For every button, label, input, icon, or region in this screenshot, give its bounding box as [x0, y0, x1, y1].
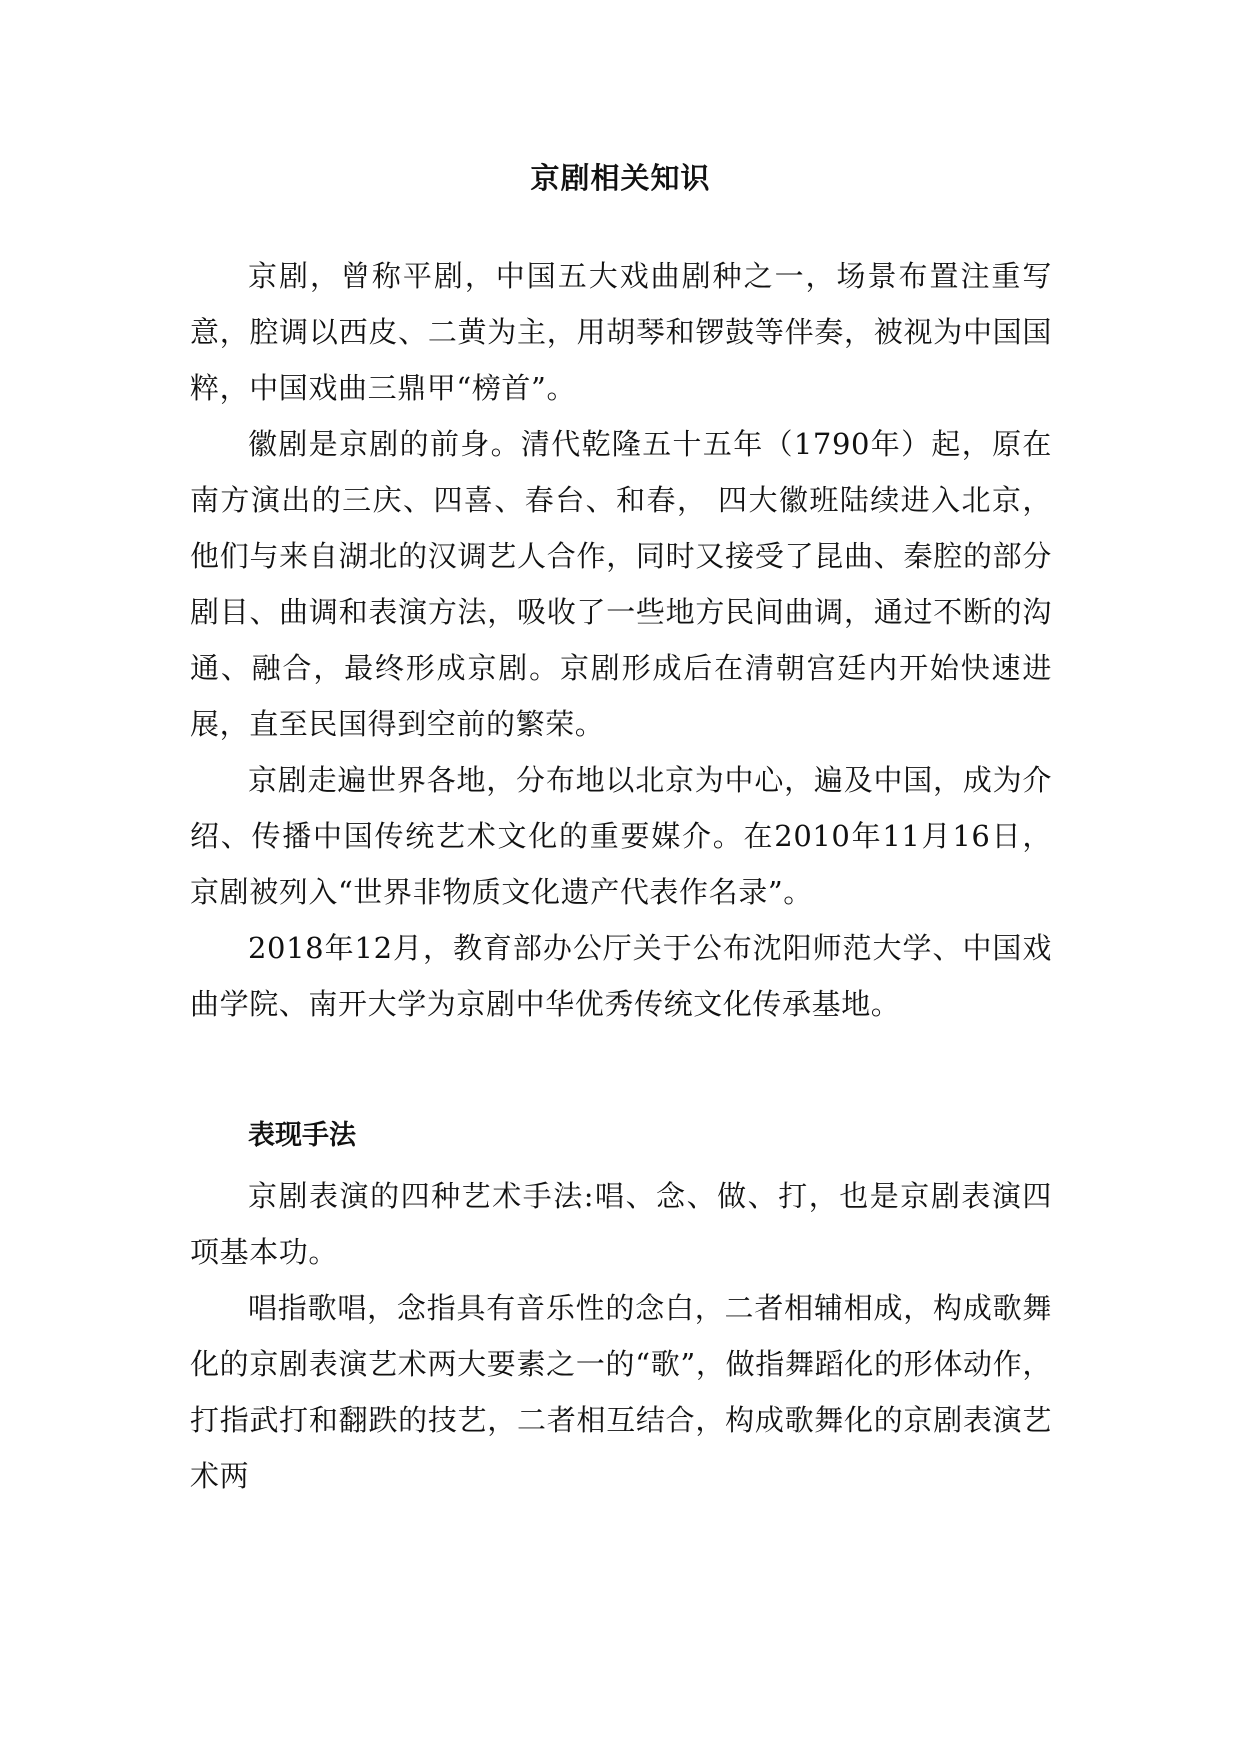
section-heading: 表现手法	[248, 1120, 356, 1151]
paragraph-techniques-detail: 唱指歌唱，念指具有音乐性的念白，二者相辅相成，构成歌舞化的京剧表演艺术两大要素之一的“歌”，做指舞蹈化的形体动作，打指武打和翻跌的技艺，二者相互结合，构成歌舞化的京剧表演艺术两	[190, 1291, 1052, 1493]
paragraph-definition: 京剧，曾称平剧，中国五大戏曲剧种之一，场景布置注重写意，腔调以西皮、二黄为主，用胡琴和锣鼓等伴奏，被视为中国国粹，中国戏曲三鼎甲“榜首”。	[190, 259, 1052, 405]
paragraph-history: 徽剧是京剧的前身。清代乾隆五十五年（1790年）起，原在南方演出的三庆、四喜、春台、和春， 四大徽班陆续进入北京，他们与来自湖北的汉调艺人合作，同时又接受了昆曲、秦腔的部分剧目、曲调和表演方法，吸收了一些地方民间曲调，通过不断的沟通、融合，最终形成京剧。京剧形成后在清朝宫廷内开始快速进展，直至民国得到空前的繁荣。	[190, 427, 1052, 741]
paragraph-heritage: 京剧走遍世界各地，分布地以北京为中心，遍及中国，成为介绍、传播中国传统艺术文化的重要媒介。在2010年11月16日，京剧被列入“世界非物质文化遗产代表作名录”。	[190, 763, 1052, 909]
intro-section	[190, 248, 1052, 1032]
paragraph-inheritance-base: 2018年12月，教育部办公厅关于公布沈阳师范大学、中国戏曲学院、南开大学为京剧中华优秀传统文化传承基地。	[190, 931, 1052, 1021]
document-title: 京剧相关知识	[530, 161, 711, 195]
techniques-section	[190, 1168, 1052, 1504]
paragraph-four-techniques: 京剧表演的四种艺术手法:唱、念、做、打，也是京剧表演四项基本功。	[190, 1179, 1052, 1269]
